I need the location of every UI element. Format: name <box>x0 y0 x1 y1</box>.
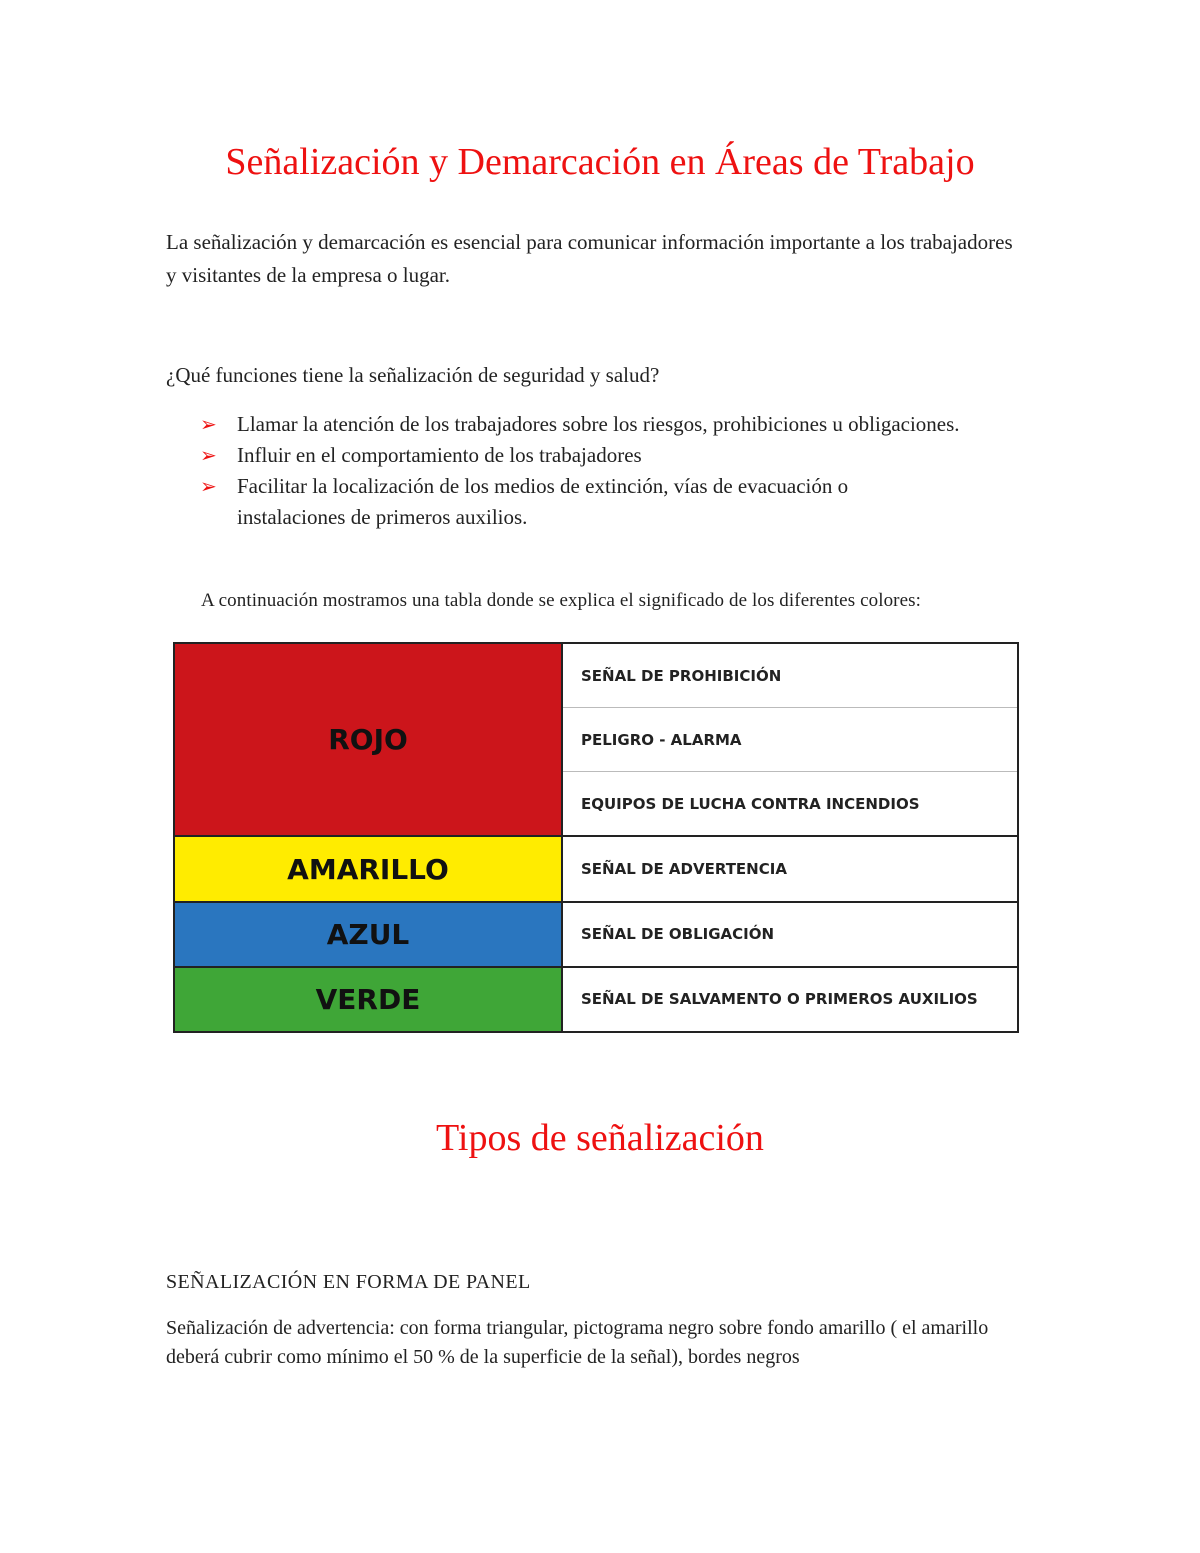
meaning-cell: SEÑAL DE OBLIGACIÓN <box>562 902 1018 967</box>
arrowhead-icon: ➢ <box>200 412 217 436</box>
color-cell-azul: AZUL <box>174 902 562 967</box>
table-row <box>174 967 1018 1032</box>
color-cell-verde: VERDE <box>174 967 562 1032</box>
color-meaning-table <box>173 642 1019 1033</box>
list-item-text: Influir en el comportamiento de los trabajadores <box>237 443 642 467</box>
table-row <box>174 902 1018 967</box>
section-heading: SEÑALIZACIÓN EN FORMA DE PANEL <box>166 1271 531 1293</box>
table-row <box>174 643 1018 708</box>
meaning-cell: PELIGRO - ALARMA <box>562 708 1018 772</box>
list-item-text: Llamar la atención de los trabajadores sobre los riesgos, prohibiciones u obligaciones. <box>237 412 960 436</box>
meaning-cell: SEÑAL DE SALVAMENTO O PRIMEROS AUXILIOS <box>562 967 1018 1032</box>
table-row <box>174 836 1018 901</box>
color-cell-amarillo: AMARILLO <box>174 836 562 901</box>
advertencia-paragraph: Señalización de advertencia: con forma triangular, pictograma negro sobre fondo amarillo ( el amarillo deberá cubrir como mínimo el 50 % de la superficie de la señal), bordes negros <box>166 1317 989 1368</box>
meaning-cell: EQUIPOS DE LUCHA CONTRA INCENDIOS <box>562 772 1018 837</box>
list-item-text: Facilitar la localización de los medios de extinción, vías de evacuación o instalaciones de primeros auxilios. <box>237 474 849 529</box>
arrowhead-icon: ➢ <box>200 474 217 498</box>
document-title: Señalización y Demarcación en Áreas de Trabajo <box>225 141 975 183</box>
arrowhead-icon: ➢ <box>200 443 217 467</box>
question-paragraph: ¿Qué funciones tiene la señalización de seguridad y salud? <box>166 363 660 387</box>
meaning-cell: SEÑAL DE PROHIBICIÓN <box>562 643 1018 708</box>
functions-list <box>200 409 960 533</box>
table-lead-paragraph: A continuación mostramos una tabla donde se explica el significado de los diferentes colores: <box>201 590 922 611</box>
meaning-cell: SEÑAL DE ADVERTENCIA <box>562 836 1018 901</box>
list-item <box>200 409 960 440</box>
color-cell-rojo: ROJO <box>174 643 562 836</box>
list-item <box>200 440 960 471</box>
list-item <box>200 471 960 533</box>
section-title: Tipos de señalización <box>436 1117 764 1159</box>
intro-paragraph: La señalización y demarcación es esencial para comunicar información importante a los trabajadores y visitantes de la empresa o lugar. <box>166 230 1013 287</box>
